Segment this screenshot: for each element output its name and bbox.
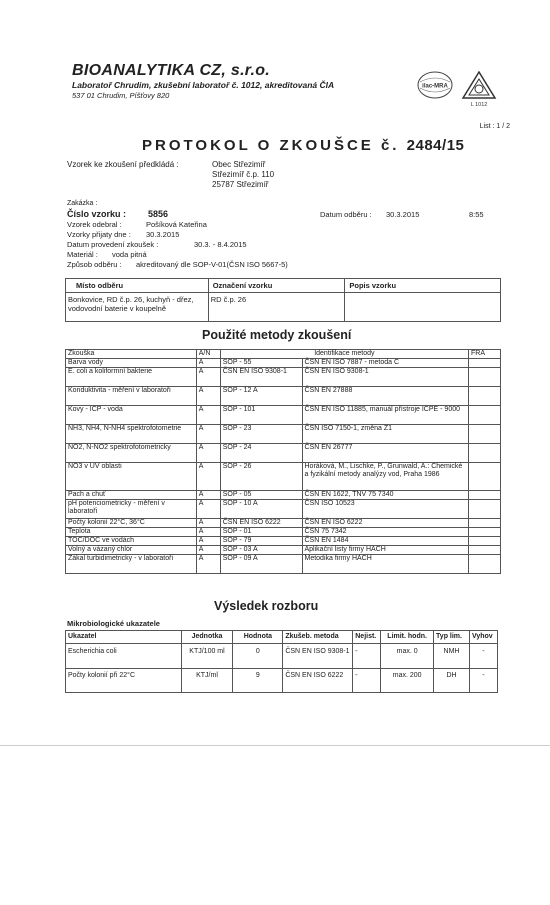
method-an: A <box>196 359 220 368</box>
protocol-number: 2484/15 <box>406 137 465 154</box>
site-header-label: Označení vzorku <box>208 279 345 293</box>
result-limit-type: DH <box>434 669 470 693</box>
table-row <box>66 546 501 555</box>
sampling-date-label: Datum odběru : <box>320 210 372 219</box>
result-value: 9 <box>233 669 283 693</box>
site-desc <box>345 293 501 322</box>
results-table <box>65 630 498 693</box>
result-unit: KTJ/ml <box>181 669 233 693</box>
result-limit: max. 200 <box>381 669 434 693</box>
method-fra <box>469 537 501 546</box>
result-value: 0 <box>233 644 283 669</box>
results-header-value: Hodnota <box>233 631 283 644</box>
method-an: A <box>196 500 220 519</box>
method-test: Pach a chuť <box>66 491 197 500</box>
results-header-limit-type: Typ lim. <box>434 631 470 644</box>
company-name: BIOANALYTIKA CZ, s.r.o. <box>72 62 271 79</box>
method-sop: ČSN EN ISO 6222 <box>220 519 302 528</box>
table-row <box>66 519 501 528</box>
results-header-method: Zkušeb. metoda <box>283 631 353 644</box>
method-sop: SOP - 03 A <box>220 546 302 555</box>
sample-number: 5856 <box>148 209 169 219</box>
result-method: ČSN EN ISO 6222 <box>283 669 353 693</box>
method-standard: ČSN EN 26777 <box>302 444 469 463</box>
method-fra <box>469 463 501 491</box>
method-sop: ČSN EN ISO 9308-1 <box>220 368 302 387</box>
table-row <box>66 463 501 491</box>
results-header-complies: Vyhov <box>469 631 497 644</box>
table-row <box>66 368 501 387</box>
method-sop: SOP - 10 A <box>220 500 302 519</box>
methods-header-test: Zkouška <box>66 350 197 359</box>
method-an: A <box>196 519 220 528</box>
method-test: Počty kolonií 22°C, 36°C <box>66 519 197 528</box>
sampling-method: akreditovaný dle SOP-V-01(ČSN ISO 5667-5) <box>136 260 288 269</box>
table-row <box>66 669 498 693</box>
table-row <box>66 491 501 500</box>
table-row <box>66 555 501 574</box>
method-standard: ČSN ISO 7150-1, změna Z1 <box>302 425 469 444</box>
table-row <box>66 644 498 669</box>
method-test: NO3 v UV oblasti <box>66 463 197 491</box>
method-an: A <box>196 555 220 574</box>
result-uncertainty: - <box>353 644 381 669</box>
method-test: NH3, NH4, N-NH4 spektrofotometrie <box>66 425 197 444</box>
method-an: A <box>196 425 220 444</box>
result-limit-type: NMH <box>434 644 470 669</box>
method-an: A <box>196 368 220 387</box>
site-row <box>66 293 501 322</box>
methods-header-an: A/N <box>196 350 220 359</box>
results-header-uncertainty: Nejist. <box>353 631 381 644</box>
sample-number-label: Číslo vzorku : <box>67 209 127 219</box>
method-fra <box>469 491 501 500</box>
method-an: A <box>196 387 220 406</box>
method-test: pH potenciometricky - měření v laboratoři <box>66 500 197 519</box>
sampling-date: 30.3.2015 <box>386 210 420 219</box>
method-sop: SOP - 79 <box>220 537 302 546</box>
method-sop: SOP - 05 <box>220 491 302 500</box>
received-label: Vzorky přijaty dne : <box>67 230 131 239</box>
results-header-limit: Limit. hodn. <box>381 631 434 644</box>
method-fra <box>469 387 501 406</box>
method-test: Barva vody <box>66 359 197 368</box>
lab-subtitle: Laboratoř Chrudim, zkušební laboratoř č. 1012, akreditovaná ČIA <box>72 80 335 90</box>
method-standard: Horáková, M., Lischke, P., Grunwald, A.: Chemické a fyzikální metody analýzy vod, Praha 1986 <box>302 463 469 491</box>
page-bottom-divider <box>0 745 550 746</box>
method-test: Volný a vázaný chlór <box>66 546 197 555</box>
method-sop: SOP - 12 A <box>220 387 302 406</box>
table-row <box>66 528 501 537</box>
svg-text:ilac-MRA: ilac-MRA <box>422 83 448 90</box>
method-fra <box>469 425 501 444</box>
table-row <box>66 444 501 463</box>
method-test: Zákal turbidimetricky - v laboratoři <box>66 555 197 574</box>
test-date-label: Datum provedení zkoušek : <box>67 240 159 249</box>
lab-address: 537 01 Chrudim, Píšťovy 820 <box>72 91 170 100</box>
method-standard: ČSN ISO 10523 <box>302 500 469 519</box>
method-an: A <box>196 537 220 546</box>
table-row <box>66 500 501 519</box>
result-complies: - <box>469 644 497 669</box>
protocol-title <box>142 137 464 154</box>
method-sop: SOP - 24 <box>220 444 302 463</box>
result-indicator: Escherichia coli <box>66 644 182 669</box>
sampling-method-label: Způsob odběru : <box>67 260 122 269</box>
method-standard: ČSN EN 1622, TNV 75 7340 <box>302 491 469 500</box>
result-limit: max. 0 <box>381 644 434 669</box>
method-an: A <box>196 406 220 425</box>
methods-table-header <box>66 350 501 359</box>
method-standard: ČSN 75 7342 <box>302 528 469 537</box>
method-standard: ČSN EN ISO 9308-1 <box>302 368 469 387</box>
page-count: List : 1 / 2 <box>479 123 510 130</box>
method-fra <box>469 519 501 528</box>
method-sop: SOP - 09 A <box>220 555 302 574</box>
sampled-by-label: Vzorek odebral : <box>67 220 122 229</box>
method-test: Konduktivita - měření v laboratoři <box>66 387 197 406</box>
submitter-line-1: Obec Střezimíř <box>212 160 266 169</box>
result-indicator: Počty kolonií při 22°C <box>66 669 182 693</box>
method-fra <box>469 406 501 425</box>
table-row <box>66 387 501 406</box>
material-label: Materiál : <box>67 250 98 259</box>
submitter-label: Vzorek ke zkoušení předkládá : <box>67 160 179 169</box>
site-table-header <box>66 279 501 293</box>
site-header-place: Místo odběru <box>66 279 209 293</box>
method-fra <box>469 359 501 368</box>
results-group-label: Mikrobiologické ukazatele <box>67 619 160 628</box>
results-header-unit: Jednotka <box>181 631 233 644</box>
method-an: A <box>196 463 220 491</box>
method-standard: ČSN EN 1484 <box>302 537 469 546</box>
methods-table <box>65 349 501 574</box>
received-date: 30.3.2015 <box>146 230 180 239</box>
method-sop: SOP - 01 <box>220 528 302 537</box>
test-date: 30.3. - 8.4.2015 <box>194 240 247 249</box>
result-method: ČSN EN ISO 9308-1 <box>283 644 353 669</box>
site-table <box>65 278 501 322</box>
method-sop: SOP - 26 <box>220 463 302 491</box>
method-fra <box>469 546 501 555</box>
ilac-mra-logo <box>415 70 455 100</box>
methods-header-fra: FRA <box>469 350 501 359</box>
method-standard: ČSN EN ISO 7887 - metoda C <box>302 359 469 368</box>
method-fra <box>469 528 501 537</box>
result-complies: - <box>469 669 497 693</box>
method-test: Teplota <box>66 528 197 537</box>
table-row <box>66 425 501 444</box>
table-row <box>66 406 501 425</box>
method-fra <box>469 555 501 574</box>
method-sop: SOP - 55 <box>220 359 302 368</box>
method-sop: SOP - 101 <box>220 406 302 425</box>
submitter-line-3: 25787 Střezimíř <box>212 180 269 189</box>
results-header-indicator: Ukazatel <box>66 631 182 644</box>
method-fra <box>469 444 501 463</box>
material: voda pitná <box>112 250 147 259</box>
submitter-line-2: Střezimíř č.p. 110 <box>212 170 275 179</box>
method-standard: ČSN EN ISO 6222 <box>302 519 469 528</box>
method-test: Kovy - ICP - voda <box>66 406 197 425</box>
method-test: TOC/DOC ve vodách <box>66 537 197 546</box>
method-standard: ČSN EN ISO 11885, manuál přístroje ICPE - 9000 <box>302 406 469 425</box>
method-an: A <box>196 444 220 463</box>
protocol-title-text: PROTOKOL O ZKOUŠCE č. <box>142 137 400 154</box>
result-unit: KTJ/100 ml <box>181 644 233 669</box>
method-standard: Metodika firmy HACH <box>302 555 469 574</box>
result-uncertainty: - <box>353 669 381 693</box>
svg-text:L 1012: L 1012 <box>470 102 488 108</box>
site-label: RD č.p. 26 <box>208 293 345 322</box>
zakazka-label: Zakázka : <box>67 200 98 207</box>
table-row <box>66 537 501 546</box>
method-fra <box>469 500 501 519</box>
site-place: Bonkovice, RD č.p. 26, kuchyň - dřez, vodovodní baterie v koupelně <box>66 293 209 322</box>
method-an: A <box>196 491 220 500</box>
method-test: NO2, N-NO2 spektrofotometricky <box>66 444 197 463</box>
method-sop: SOP - 23 <box>220 425 302 444</box>
method-test: E. coli a koliformní bakterie <box>66 368 197 387</box>
methods-title: Použité metody zkoušení <box>202 328 352 342</box>
method-an: A <box>196 528 220 537</box>
method-fra <box>469 368 501 387</box>
methods-header-ident: Identifikace metody <box>220 350 468 359</box>
table-row <box>66 359 501 368</box>
method-an: A <box>196 546 220 555</box>
site-header-desc: Popis vzorku <box>345 279 501 293</box>
sampled-by: Pošíková Kateřina <box>146 220 207 229</box>
cia-accreditation-logo <box>461 70 497 108</box>
results-table-header <box>66 631 498 644</box>
method-standard: Aplikační listy firmy HACH <box>302 546 469 555</box>
results-title: Výsledek rozboru <box>214 599 319 613</box>
method-standard: ČSN EN 27888 <box>302 387 469 406</box>
sampling-time: 8:55 <box>469 210 484 219</box>
